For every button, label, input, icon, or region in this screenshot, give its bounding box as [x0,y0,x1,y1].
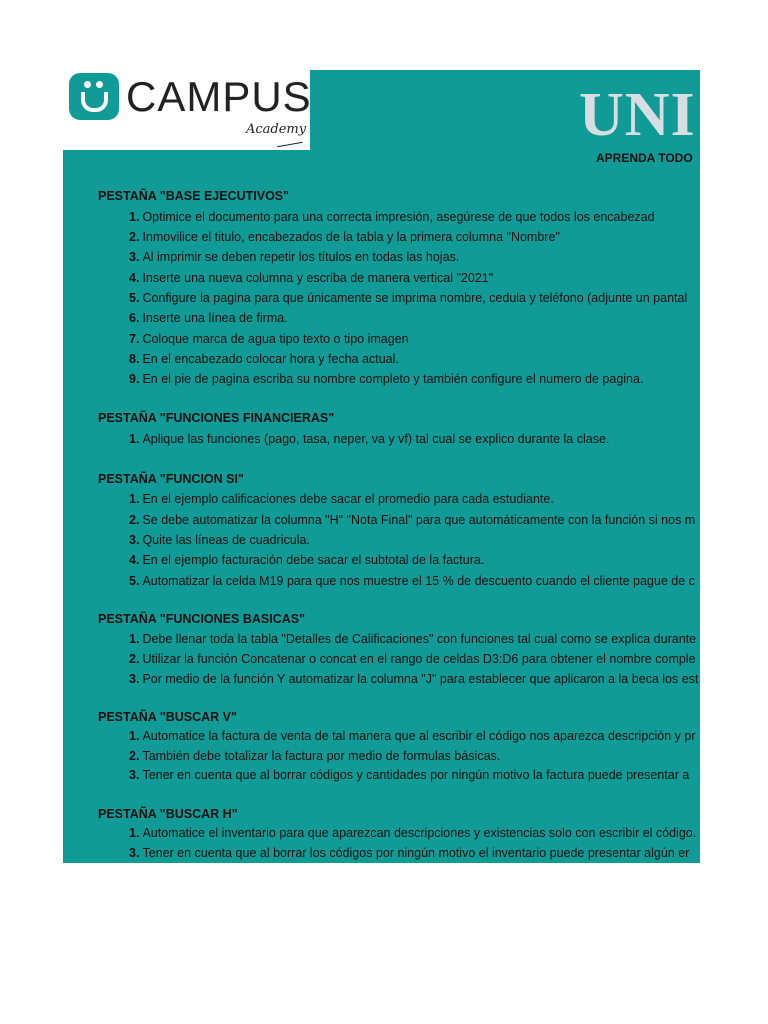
list-item: 1. Debe llenar toda la tabla "Detalles de Calificaciones" con funciones tal cual como se explica durante [129,632,697,646]
list-item: 3. Tener en cuenta que al borrar códigos y cantidades por ningún motivo la factura puede presentar a [129,768,690,782]
logo-u-icon [69,73,119,120]
list-item: 5. Automatizar la celda M19 para que nos muestre el 15 % de descuento cuando el cliente pague de c [129,574,695,588]
page-title: UNI [579,81,696,149]
list-item: 3. Al imprimir se deben repetir los títulos en todas las hojas. [129,250,460,264]
list-item: 2. También debe totalizar la factura por medio de formulas básicas. [129,749,501,763]
section-title: PESTAÑA "BUSCAR H" [98,807,238,821]
page-subtitle: APRENDA TODO [596,151,693,165]
list-item: 4. En el ejemplo facturación debe sacar el subtotal de la factura. [129,553,485,567]
section-title: PESTAÑA "BUSCAR V" [98,710,237,724]
list-item: 7. Coloque marca de agua tipo texto o tipo imagen [129,332,409,346]
list-item: 3. Quite las líneas de cuadricula. [129,533,310,547]
list-item: 2. Inmovilice el titulo, encabezados de la tabla y la primera columna "Nombre" [129,230,560,244]
list-item: 1. Automatice la factura de venta de tal manera que al escribir el código nos aparezca descripción y pr [129,729,696,743]
section-title: PESTAÑA "FUNCIONES FINANCIERAS" [98,411,335,425]
list-item: 1. Optimice el documento para una correcta impresión, asegúrese de que todos los encabezad [129,210,655,224]
campus-logo [63,70,310,150]
list-item: 8. En el encabezado colocar hora y fecha actual. [129,352,399,366]
list-item: 2. Utilizar la función Concatenar o concat en el rango de celdas D3:D6 para obtener el nombre comple [129,652,696,666]
logo-underline [277,142,303,147]
list-item: 2. Se debe automatizar la columna "H" "Nota Final" para que automáticamente con la función si nos m [129,513,696,527]
list-item: 5. Configure la pagina para que únicamente se imprima nombre, cedula y teléfono (adjunte un pantal [129,291,688,305]
list-item: 1. Aplique las funciones (pago, tasa, neper, va y vf) tal cual se explico durante la clase. [129,432,610,446]
logo-sub-text: Academy [246,122,307,137]
section-title: PESTAÑA "FUNCION SI" [98,472,244,486]
list-item: 9. En el pie de pagina escriba su nombre completo y también configure el numero de pagina. [129,372,644,386]
logo-brand-text: CAMPUS [126,73,312,120]
list-item: 6. Inserte una línea de firma. [129,311,288,325]
spreadsheet-sheet [63,70,700,863]
list-item: 3. Por medio de la función Y automatizar la columna "J" para establecer que aplicaron a la beca los est [129,672,699,686]
section-title: PESTAÑA "BASE EJECUTIVOS" [98,189,290,203]
list-item: 4. Inserte una nueva columna y escriba de manera vertical "2021" [129,271,494,285]
list-item: 1. Automatice el inventario para que aparezcan descripciones y existencias solo con escribir el código. [129,826,697,840]
list-item: 3. Tener en cuenta que al borrar los códigos por ningún motivo el inventario puede presentar algún er [129,846,690,860]
list-item: 1. En el ejemplo calificaciones debe sacar el promedio para cada estudiante. [129,492,554,506]
section-title: PESTAÑA "FUNCIONES BASICAS" [98,612,306,626]
